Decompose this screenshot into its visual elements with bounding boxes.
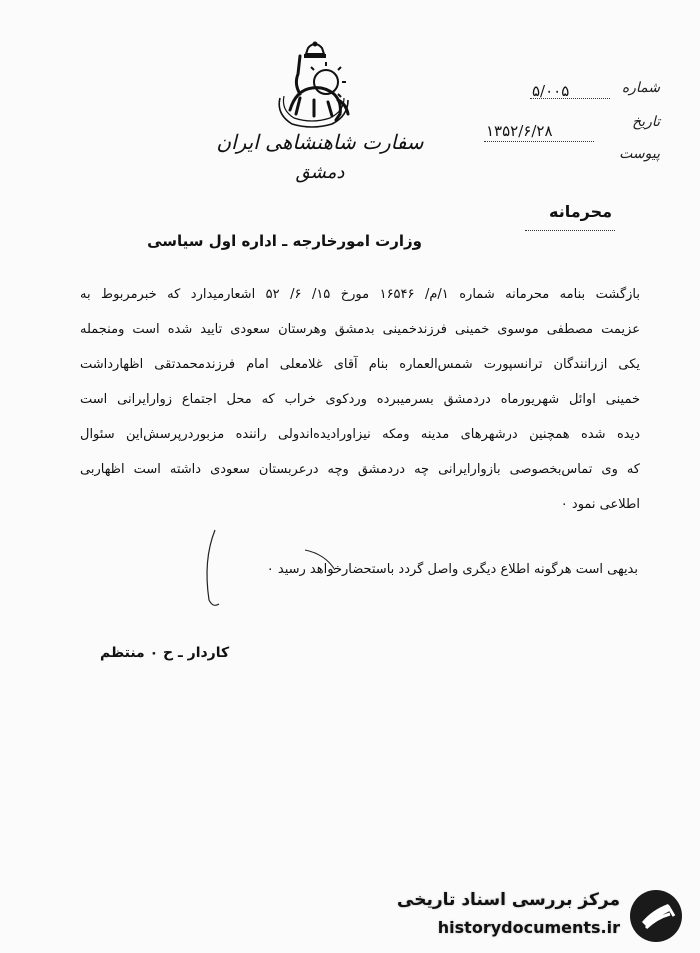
date-dotted-line	[484, 140, 594, 142]
archive-watermark	[397, 888, 692, 944]
book-logo-icon	[628, 888, 684, 944]
body-line: عزیمت مصطفی موسوی خمینی فرزندخمینی بدمشق وهرستان سعودی تایید شده است ومنجمله	[80, 322, 640, 337]
body-line: خمینی اوائل شهریورماه دردمشق بسرمیبرده وردکوی خراب که محل اجتماع زوارایرانی است	[80, 392, 640, 407]
classification-mark: محرمانه	[548, 202, 612, 221]
embassy-city: دمشق	[295, 162, 345, 183]
number-label: شماره	[621, 80, 660, 96]
date-label: تاریخ	[632, 114, 660, 130]
attachment-label: پیوست	[619, 146, 660, 162]
number-value: ۵/۰۰۵	[532, 82, 570, 100]
lion-and-sun-emblem-icon	[270, 38, 360, 130]
body-line: که وی تماس‌بخصوصی بازوارایرانی چه دردمشق وچه درعربستان سعودی داشته است اظهاربی	[80, 462, 640, 477]
signer: کاردار ـ ح ۰ منتظم	[100, 645, 230, 661]
date-value: ۱۳۵۲/۶/۲۸	[486, 122, 553, 140]
body-line: یکی ازرانندگان ترانسپورت شمس‌العماره بنام آقای غلامعلی امام فرزندمحمدتقی اظهارداشت	[80, 357, 640, 372]
body-line: دیده شده همچنین درشهرهای مدینه ومکه نیزاورادیده‌اندولی راننده مزبوردرپرسش‌این سئوال	[80, 427, 640, 442]
body-line: بازگشت بنامه محرمانه شماره ۱/م/ ۱۶۵۴۶ مورخ ۱۵/ ۶/ ۵۲ اشعارمیدارد که خبرمربوط به	[80, 287, 640, 302]
body-line: اطلاعی نمود ۰	[560, 497, 640, 512]
closing-sentence: بدیهی است هرگونه اطلاع دیگری واصل گردد باستحضارخواهد رسید ۰	[266, 562, 638, 577]
watermark-title: مرکز بررسی اسناد تاریخی	[397, 890, 620, 910]
embassy-name: سفارت شاهنشاهی ایران	[216, 130, 424, 154]
addressee: وزارت امورخارجه ـ اداره اول سیاسی	[147, 232, 422, 250]
classification-underline	[525, 230, 615, 231]
letter-body	[80, 283, 640, 528]
watermark-url: historydocuments.ir	[437, 918, 620, 937]
